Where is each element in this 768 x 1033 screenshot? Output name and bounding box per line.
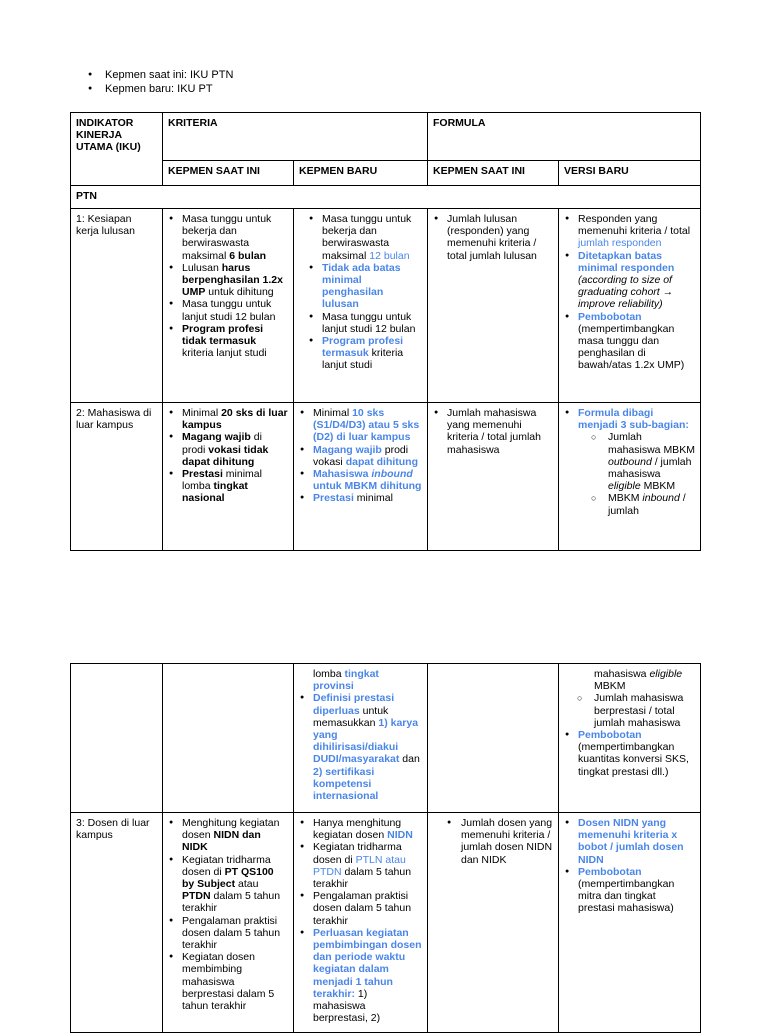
list-item: ● Kegiatan tridharma dosen di PT QS100 by Subject atau PTDN dalam 5 tahun terakhir [168, 854, 288, 915]
list-item: ● Jumlah mahasiswa yang memenuhi kriteria / total jumlah mahasiswa [433, 407, 553, 456]
kriteria-saat-ini-cell [163, 664, 294, 813]
iku-cell: 2: Mahasiswa di luar kampus [71, 403, 163, 551]
kriteria-saat-ini-cell [163, 209, 294, 403]
table-row [71, 209, 701, 403]
list-item: ● Minimal 20 sks di luar kampus [168, 407, 288, 431]
list-item: ● Pengalaman praktisi dosen dalam 5 tahun terakhir [299, 890, 422, 927]
list-item: ● Prestasi minimal [299, 492, 422, 504]
formula-saat-ini-cell [428, 813, 559, 1033]
list-item: ● Magang wajib prodi vokasi dapat dihitung [299, 444, 422, 468]
list-item: ● Minimal 10 sks (S1/D4/D3) atau 5 sks (D2) di luar kampus [299, 407, 422, 444]
header-formula-baru: VERSI BARU [559, 161, 701, 186]
list-item: ● Tidak ada batas minimal penghasilan lulusan [299, 262, 422, 311]
kriteria-saat-ini-cell [163, 403, 294, 551]
table-row-continued [71, 664, 701, 813]
list-item: ● Jumlah dosen yang memenuhi kriteria / jumlah dosen NIDN dan NIDK [433, 817, 553, 866]
header-iku: INDIKATOR KINERJA UTAMA (IKU) [71, 113, 163, 186]
header-formula: FORMULA [428, 113, 701, 161]
iku-table-part-1 [70, 112, 701, 551]
intro-item: ● Kepmen baru: IKU PT [88, 82, 233, 96]
sub-list-item: ○ MBKM inbound / jumlah [578, 492, 695, 516]
list-item: ● Formula dibagi menjadi 3 sub-bagian: ○ Jumlah mahasiswa MBKM outbound / jumlah mahasiswa eligible MBKM ○ MBKM inbound / jumlah [564, 407, 695, 517]
intro-item: ● Kepmen saat ini: IKU PTN [88, 68, 233, 82]
list-item: ● Pembobotan (mempertimbangkan kuantitas konversi SKS, tingkat prestasi dll.) [564, 729, 695, 778]
list-item: ● Dosen NIDN yang memenuhi kriteria x bobot / jumlah dosen NIDN [564, 817, 695, 866]
table-row [71, 813, 701, 1033]
header-kriteria-saat-ini: KEPMEN SAAT INI [163, 161, 294, 186]
kriteria-baru-cell [294, 664, 428, 813]
formula-baru-cell [559, 209, 701, 403]
list-item: ● Jumlah lulusan (responden) yang memenuhi kriteria / total jumlah lulusan [433, 213, 553, 262]
list-item: ● Kegiatan dosen membimbing mahasiswa berprestasi dalam 5 tahun terakhir [168, 951, 288, 1012]
list-item: ● Pembobotan (mempertimbangkan masa tunggu dan penghasilan di bawah/atas 1.2x UMP) [564, 311, 695, 372]
list-item: ● Mahasiswa inbound untuk MBKM dihitung [299, 468, 422, 492]
intro-list [88, 68, 233, 96]
kriteria-baru-cell [294, 209, 428, 403]
list-item: ● Pengalaman praktisi dosen dalam 5 tahun terakhir [168, 915, 288, 952]
list-item: ● Responden yang memenuhi kriteria / total jumlah responden [564, 213, 695, 250]
list-item: ● Menghitung kegiatan dosen NIDN dan NIDK [168, 817, 288, 854]
formula-saat-ini-cell [428, 403, 559, 551]
header-formula-saat-ini: KEPMEN SAAT INI [428, 161, 559, 186]
sub-list-item: ○ Jumlah mahasiswa berprestasi / total jumlah mahasiswa [564, 692, 695, 729]
list-item: ● Definisi prestasi diperluas untuk memasukkan 1) karya yang dihilirisasi/diakui DUDI/masyarakat dan 2) sertifikasi kompetensi internasional [299, 692, 422, 802]
sub-list-item: ○ Jumlah mahasiswa MBKM outbound / jumlah mahasiswa eligible MBKM [578, 431, 695, 492]
list-item: ● Ditetapkan batas minimal responden (according to size of graduating cohort → improve reliability) [564, 250, 695, 311]
iku-cell [71, 664, 163, 813]
list-item: ● Pembobotan (mempertimbangkan mitra dan tingkat prestasi mahasiswa) [564, 866, 695, 915]
list-item: ● Masa tunggu untuk lanjut studi 12 bulan [168, 298, 288, 322]
formula-saat-ini-cell [428, 209, 559, 403]
formula-baru-cell [559, 664, 701, 813]
header-kriteria-baru: KEPMEN BARU [294, 161, 428, 186]
list-item: ● Perluasan kegiatan pembimbingan dosen dan periode waktu kegiatan dalam menjadi 1 tahun terakhir: 1) mahasiswa berprestasi, 2) [299, 927, 422, 1025]
list-item: ● Magang wajib di prodi vokasi tidak dapat dihitung [168, 431, 288, 468]
list-item: ● Prestasi minimal lomba tingkat nasional [168, 468, 288, 505]
list-item: ● Kegiatan tridharma dosen di PTLN atau PTDN dalam 5 tahun terakhir [299, 841, 422, 890]
iku-table-part-2 [70, 663, 701, 1033]
iku-cell: 3: Dosen di luar kampus [71, 813, 163, 1033]
formula-baru-cell [559, 403, 701, 551]
header-kriteria: KRITERIA [163, 113, 428, 161]
kriteria-saat-ini-cell [163, 813, 294, 1033]
continued-text: lomba tingkat provinsi [313, 668, 379, 693]
list-item: ● Program profesi tidak termasuk kriteria lanjut studi [168, 323, 288, 360]
section-ptn: PTN [71, 186, 701, 209]
list-item: ● Masa tunggu untuk bekerja dan berwiraswasta maksimal 12 bulan [299, 213, 422, 262]
table-row [71, 403, 701, 551]
subheader-row [71, 161, 701, 186]
list-item: ● Masa tunggu untuk bekerja dan berwiraswasta maksimal 6 bulan [168, 213, 288, 262]
list-item: ● Masa tunggu untuk lanjut studi 12 bulan [299, 311, 422, 335]
formula-saat-ini-cell [428, 664, 559, 813]
formula-baru-cell [559, 813, 701, 1033]
kriteria-baru-cell [294, 813, 428, 1033]
list-item: ● Program profesi termasuk kriteria lanjut studi [299, 335, 422, 372]
list-item: ● Lulusan harus berpenghasilan 1.2x UMP untuk dihitung [168, 262, 288, 299]
kriteria-baru-cell [294, 403, 428, 551]
iku-cell: 1: Kesiapan kerja lulusan [71, 209, 163, 403]
list-item: ● Hanya menghitung kegiatan dosen NIDN [299, 817, 422, 841]
continued-text: mahasiswa eligible MBKM [594, 668, 683, 693]
